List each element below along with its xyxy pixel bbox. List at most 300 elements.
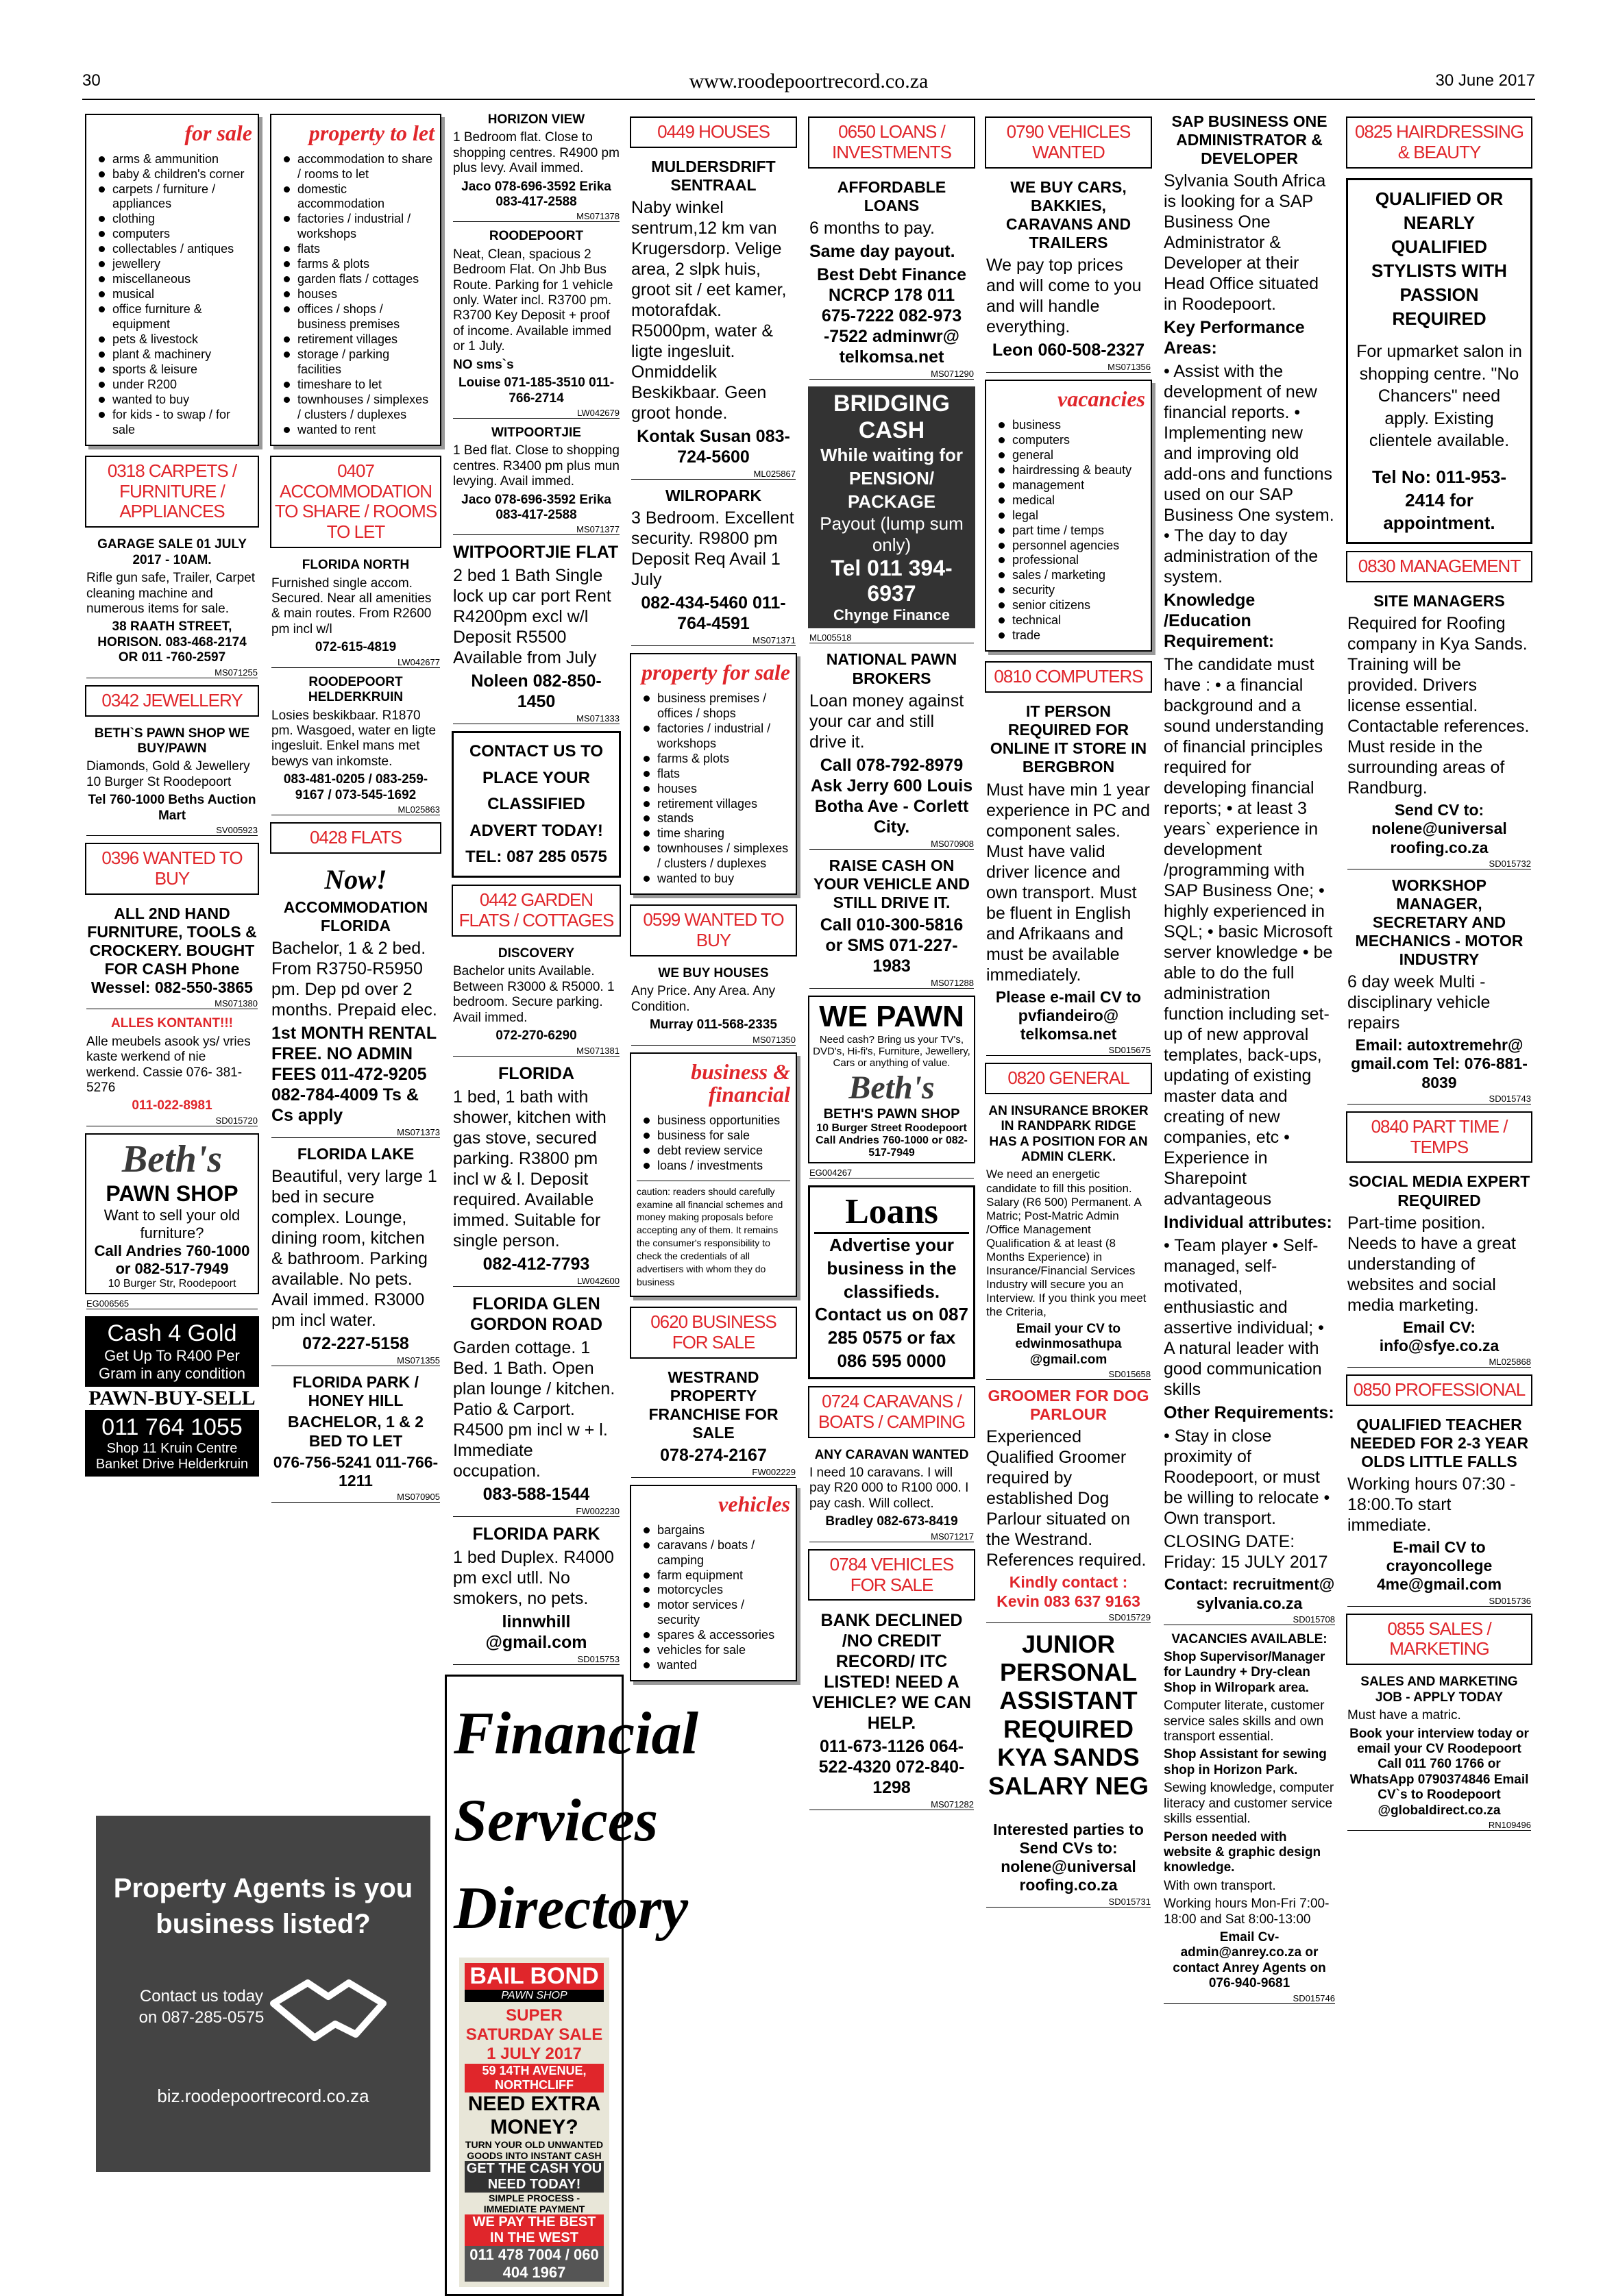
list-item: farms & plots	[644, 752, 790, 767]
category-0790: 0790 VEHICLES WANTED	[985, 116, 1152, 169]
column-4	[627, 110, 800, 2254]
list-item: caravans / boats / camping	[644, 1538, 790, 1568]
caution-note: caution: readers should carefully examine all financial schemes and money making proposals before accepting any of them. It remains the consumer's responsibility to check the credentials of all advertisers with whom they do business	[637, 1181, 790, 1289]
ad-body: 3 Bedroom. Excellent security. R9800 pm Deposit Req Avail 1 July	[631, 508, 794, 590]
vehicles-title: vehicles	[718, 1492, 790, 1517]
list-item: wanted to rent	[284, 423, 435, 438]
ad-heading: BETH`S PAWN SHOP WE BUY/PAWN	[94, 726, 250, 756]
ad-body: Must have min 1 year experience in PC and component sales. Must have valid driver licence and own transport. Must be fluent in English and Afrikaans and must be available immediately.	[986, 780, 1151, 985]
category-0820: 0820 GENERAL	[985, 1063, 1152, 1094]
ad-body: BACHELOR, 1 & 2 BED TO LET	[287, 1413, 424, 1450]
ad-body: Sewing knowledge, computer literacy and customer service skills essential.	[1164, 1781, 1334, 1827]
ad-contact: Please e-mail CV to pvfiandeiro@ telkomsa.net	[995, 987, 1142, 1043]
list-item: baby & children's corner	[99, 167, 252, 182]
ad-body: Rifle gun safe, Trailer, Carpet cleaning machine and numerous items for sale.	[86, 571, 256, 616]
ad-ref: ML025863	[271, 804, 440, 815]
ad-ref: MS071380	[86, 998, 258, 1009]
ad-contact: Bradley 082-673-8419	[825, 1514, 958, 1529]
sale-text: TURN YOUR OLD UNWANTED GOODS INTO INSTANT CASH	[465, 2139, 604, 2162]
ad-body: Neat, Clean, spacious 2 Bedroom Flat. On Jhb Bus Route. Parking for 1 vehicle only. Water incl. R3700 pm. R3700 Key Deposit + proof of income. Available immed or 1 July.	[453, 247, 613, 354]
list-item: collectables / antiques	[99, 242, 252, 257]
ad-body: Need cash? Bring us your TV's, DVD's, Hi-fi's, Furniture, Jewellery, Cars or anything of value.	[813, 1034, 970, 1070]
ad-heading: SOCIAL MEDIA EXPERT REQUIRED	[1348, 1172, 1530, 1209]
ad-heading: ANY CARAVAN WANTED	[814, 1447, 969, 1462]
ad-heading: FLORIDA NORTH	[302, 558, 410, 573]
list-item: carpets / furniture / appliances	[99, 182, 252, 212]
sale-money: NEED EXTRA MONEY?	[467, 2093, 601, 2139]
beths-logo: Beth's	[848, 1070, 935, 1107]
ad-body: Experienced Qualified Groomer required by established Dog Parlour situated on the Westrand. References required.	[986, 1427, 1147, 1570]
ad-ref: ML025867	[631, 469, 796, 480]
ad-body: We pay top prices and will come to you and will handle everything.	[986, 256, 1142, 337]
list-item: spares & accessories	[644, 1628, 790, 1643]
ad-heading: Cash 4 Gold	[107, 1320, 237, 1346]
for-sale-list	[92, 152, 252, 438]
sale-text: SIMPLE PROCESS - IMMEDIATE PAYMENT	[483, 2193, 585, 2215]
ad-contact: 083-588-1544	[482, 1484, 590, 1504]
ad-ref: MS071217	[809, 1531, 974, 1542]
list-item: clothing	[99, 212, 252, 227]
ad-contact: Book your interview today or email your CV Roodepoort Call 011 760 1766 or WhatsApp 0790374846 Email CV`s to Roodepoort @globaldirect.co.za	[1349, 1726, 1529, 1818]
ad-contact: 011 764 1055	[101, 1414, 243, 1440]
ad-heading: BRIDGING CASH	[833, 391, 950, 444]
ad-ref: SD015746	[1164, 1993, 1335, 2004]
promo-heading: Property Agents is you business listed?	[113, 1873, 413, 1939]
for-sale-title: for sale	[184, 121, 252, 145]
ad-body: Any Price. Any Area. Any Condition.	[631, 984, 776, 1014]
ad-body: Loan money against your car and still drive it.	[809, 691, 964, 752]
list-item: offices / shops / business premises	[284, 302, 435, 332]
ad-ref: LW042679	[453, 408, 620, 419]
ad-body: Required for Roofing company in Kya Sands. Training will be provided. Drivers license essential. Contactable references. Must reside in the surrounding areas of Randburg.	[1347, 614, 1530, 798]
property-for-sale-title: property for sale	[641, 660, 790, 685]
ad-ref: ML025868	[1347, 1357, 1531, 1368]
list-item: wanted	[644, 1658, 790, 1673]
ad-subheading: Other Requirements:	[1164, 1403, 1334, 1423]
ad-contact: Jaco 078-696-3592 Erika 083-417-2588	[461, 179, 611, 210]
ad-body: Diamonds, Gold & Jewellery 10 Burger St Roodepoort	[86, 759, 250, 789]
list-item: storage / parking facilities	[284, 347, 435, 378]
ad-heading: ROODEPOORT	[489, 229, 584, 244]
ad-company: Chynge Finance	[833, 606, 950, 624]
ad-body: 1 bed, 1 bath with shower, kitchen with gas stove, secured parking. R3800 pm incl w & l. Deposit required. Available immed. Suitable for single person.	[453, 1087, 607, 1250]
ad-address: 10 Burger Str, Roodepoort	[108, 1277, 236, 1289]
ad-ref: SD015753	[453, 1654, 620, 1665]
list-item: for kids - to swap / for sale	[99, 408, 252, 438]
ad-body: While waiting for PENSION/ PACKAGE	[820, 445, 963, 512]
ad-contact: 082-434-5460 011-764-4591	[641, 593, 786, 634]
ad-heading: NATIONAL PAWN BROKERS	[826, 650, 957, 687]
list-item: factories / industrial / workshops	[644, 721, 790, 752]
ad-body: The candidate must have : • a financial background and a sound understanding of financial principles required for developing financial reports; • at least 3 years` experience in development /programming with SAP Business One; • highly experienced in SQL; • basic Microsoft server knowledge • be able to do the full administration function including set-up of new approval templates, back-ups, updating of existing master data and creating of new companies, etc • Experience in Sharepoint advantageous	[1164, 655, 1333, 1209]
ad-body: 1 Bed flat. Close to shopping centres. R3400 pm plus mun levying. Avail immed.	[453, 443, 620, 489]
ad-body: Sylvania South Africa is looking for a SAP Business One Administrator & Developer at their Head Office situated in Roodepoort.	[1164, 171, 1326, 314]
ad-contact: Kontak Susan 083-724-5600	[637, 427, 790, 467]
category-0784: 0784 VEHICLES FOR SALE	[808, 1549, 975, 1601]
ad-subheading: Knowledge /Education Requirement:	[1164, 591, 1275, 652]
vacancies-title: vacancies	[1057, 386, 1145, 412]
ad-heading: WITPOORTJIE	[491, 425, 581, 440]
ad-body: • Stay in close proximity of Roodepoort, or must be willing to relocate • Own transport.	[1164, 1427, 1330, 1529]
list-item: farms & plots	[284, 257, 435, 272]
ad-ref: SD015720	[86, 1115, 258, 1126]
ad-heading: ACCOMMODATION FLORIDA	[283, 898, 428, 935]
list-item: pets & livestock	[99, 332, 252, 347]
ad-contact: Tel 011 394-6937	[831, 556, 953, 606]
ad-ref: SD015731	[986, 1897, 1151, 1908]
column-6	[982, 110, 1155, 2254]
list-item: office furniture & equipment	[99, 302, 252, 332]
column-8	[1343, 110, 1535, 2254]
ad-address: Shop 11 Kruin Centre Banket Drive Helderkruin	[95, 1440, 249, 1472]
category-0396: 0396 WANTED TO BUY	[85, 843, 259, 895]
ad-heading: BANK DECLINED /NO CREDIT RECORD/ ITC LISTED! NEED A VEHICLE? WE CAN HELP.	[812, 1611, 971, 1733]
ad-heading: SAP BUSINESS ONE ADMINISTRATOR & DEVELOPER	[1171, 112, 1327, 168]
ad-body: I need 10 caravans. I will pay R20 000 to R100 000. I pay cash. Will collect.	[809, 1466, 969, 1511]
ad-body: Payout (lump sum only)	[820, 513, 964, 556]
category-0830: 0830 MANAGEMENT	[1346, 551, 1532, 582]
ad-subheading: Individual attributes:	[1164, 1213, 1332, 1233]
list-item: personnel agencies	[999, 539, 1145, 554]
ad-heading: FLORIDA PARK / HONEY HILL	[293, 1373, 419, 1410]
ad-ref: EG006565	[86, 1298, 258, 1309]
ad-contact: 011-022-8981	[132, 1098, 212, 1113]
list-item: wanted to buy	[644, 872, 790, 887]
ad-heading: QUALIFIED TEACHER NEEDED FOR 2-3 YEAR OLDS LITTLE FALLS	[1349, 1415, 1529, 1471]
vacancies-index	[985, 380, 1152, 652]
column-7	[1160, 110, 1339, 2254]
ad-ref: SD015736	[1347, 1596, 1531, 1607]
list-item: business opportunities	[644, 1113, 790, 1128]
contact-us-ad: CONTACT US TO PLACE YOUR CLASSIFIED ADVERT TODAY! TEL: 087 285 0575	[452, 731, 621, 878]
list-item: flats	[644, 767, 790, 782]
category-0850: 0850 PROFESSIONAL	[1346, 1374, 1532, 1406]
ad-contact: Call Andries 760-1000 or 082-517-7949	[94, 1242, 250, 1277]
site-url[interactable]: www.roodepoortrecord.co.za	[689, 70, 929, 92]
ad-company: BETH'S PAWN SHOP	[823, 1107, 960, 1122]
ad-heading: ALL 2ND HAND FURNITURE, TOOLS & CROCKERY. BOUGHT FOR CASH Phone Wessel: 082-550-3865	[87, 904, 257, 997]
list-item: bargains	[644, 1523, 790, 1538]
ad-body: Garden cottage. 1 Bed. 1 Bath. Open plan lounge / kitchen. Patio & Carport. R4500 pm incl w + l. Immediate occupation.	[453, 1337, 615, 1481]
page-header	[82, 69, 1535, 100]
ad-ref: MS071356	[986, 362, 1151, 373]
category-0599: 0599 WANTED TO BUY	[630, 904, 797, 956]
ad-contact: Leon 060-508-2327	[992, 341, 1145, 360]
ad-ref: EG004267	[809, 1168, 974, 1178]
ad-address: 10 Burger Street Roodepoort	[816, 1122, 967, 1135]
ad-contact: linnwhill @gmail.com	[485, 1612, 587, 1652]
ad-heading: ALLES KONTANT!!!	[110, 1016, 233, 1031]
ad-heading: WITPOORTJIE FLAT	[453, 543, 619, 563]
ad-ref: MS071333	[453, 713, 620, 724]
list-item: hairdressing & beauty	[999, 463, 1145, 478]
ad-body: • Team player • Self-managed, self-motivated, enthusiastic and assertive individual; • A natural leader with good communication skills	[1164, 1236, 1324, 1400]
ad-heading: AFFORDABLE LOANS	[837, 177, 946, 214]
sale-text: GET THE CASH YOU NEED TODAY!	[465, 2161, 604, 2193]
ad-contact: Call Andries 760-1000 or 082-517-7949	[816, 1135, 968, 1159]
ad-heading: MULDERSDRIFT SENTRAAL	[651, 157, 776, 195]
ad-body: Bachelor units Available. Between R3000 & R5000. 1 bedroom. Secure parking. Avail immed.	[453, 964, 615, 1025]
bridging-cash-ad	[808, 386, 975, 628]
list-item: general	[999, 448, 1145, 463]
ad-body: Beautiful, very large 1 bed in secure complex. Lounge, dining room, kitchen & bathroom. Parking available. No pets. Avail immed. R3000 pm incl water.	[271, 1167, 437, 1331]
list-item: part time / temps	[999, 523, 1145, 539]
ad-subheading: Person needed with website & graphic design knowledge.	[1164, 1829, 1321, 1875]
category-0342: 0342 JEWELLERY	[85, 685, 259, 717]
ad-body: Alle meubels asook ys/ vries kaste werkend of nie werkend. Cassie 076- 381-5276	[86, 1034, 251, 1095]
list-item: management	[999, 478, 1145, 493]
ad-heading: ROODEPOORT HELDERKRUIN	[308, 674, 404, 705]
ad-ref: SD015743	[1347, 1094, 1531, 1104]
ad-logo: PAWN-BUY-SELL	[85, 1387, 259, 1410]
vehicles-index	[630, 1485, 797, 1681]
ad-body: 6 months to pay.	[809, 219, 935, 238]
ad-heading: QUALIFIED OR NEARLY QUALIFIED STYLISTS WITH PASSION REQUIRED	[1371, 188, 1507, 330]
list-item: arms & ammunition	[99, 152, 252, 167]
list-item: flats	[284, 242, 435, 257]
ad-body: Working hours Mon-Fri 7:00-18:00 and Sat 8:00-13:00	[1164, 1897, 1330, 1927]
ad-contact: 076-756-5241 011-766-1211	[273, 1453, 439, 1490]
list-item: motor services / security	[644, 1598, 790, 1628]
ad-contact: 082-412-7793	[482, 1254, 590, 1274]
ad-body: With own transport.	[1164, 1878, 1276, 1893]
ad-contact: Kindly contact : Kevin 083 637 9163	[996, 1573, 1140, 1610]
list-item: legal	[999, 508, 1145, 523]
ad-contact: E-mail CV to crayoncollege 4me@gmail.com	[1376, 1538, 1502, 1594]
ad-heading: HORIZON VIEW	[487, 112, 585, 127]
list-item: senior citizens	[999, 598, 1145, 613]
promo-contact: Contact us today on 087-285-0575	[138, 1986, 265, 2027]
ad-ref: RN109496	[1347, 1820, 1531, 1831]
now-logo: Now!	[324, 863, 387, 895]
ad-heading: SITE MANAGERS	[1373, 592, 1505, 610]
bail-bond-ad	[459, 1958, 609, 2287]
ad-ref: FW002229	[631, 1467, 796, 1478]
list-item: business premises / offices / shops	[644, 691, 790, 721]
category-0428: 0428 FLATS	[270, 822, 441, 854]
beths-logo: Beth's	[121, 1137, 223, 1181]
ad-heading: FLORIDA GLEN GORDON ROAD	[469, 1294, 603, 1334]
ad-subheading: Shop Assistant for sewing shop in Horizon Park.	[1164, 1747, 1327, 1777]
ad-contact: 072-227-5158	[302, 1334, 409, 1354]
ad-ref: MS071288	[809, 978, 974, 989]
ad-ref: MS071290	[809, 369, 974, 380]
list-item: retirement villages	[644, 797, 790, 812]
list-item: timeshare to let	[284, 378, 435, 393]
bail-bond-logo: BAIL BOND	[465, 1963, 604, 1990]
we-pawn-ad	[808, 996, 975, 1163]
sale-phone: 011 478 7004 / 060 404 1967	[465, 2246, 604, 2282]
ad-closing-date: CLOSING DATE: Friday: 15 JULY 2017	[1164, 1532, 1328, 1572]
property-for-sale-list	[637, 691, 790, 887]
page-number: 30	[82, 71, 101, 90]
list-item: business for sale	[644, 1128, 790, 1144]
ad-contact: Murray 011-568-2335	[650, 1017, 777, 1033]
pawn-shop-ad	[85, 1133, 259, 1294]
business-financial-list	[637, 1113, 790, 1174]
list-item: plant & machinery	[99, 347, 252, 362]
list-item: farm equipment	[644, 1568, 790, 1583]
ad-ref: MS070908	[809, 839, 974, 850]
list-item: domestic accommodation	[284, 182, 435, 212]
ad-heading: WE BUY HOUSES	[658, 966, 769, 981]
category-0407: 0407 ACCOMMODATION TO SHARE / ROOMS TO LET	[270, 456, 441, 549]
ad-body: We need an energetic candidate to fill this position. Salary (R6 500) Permanent. A Matric; Post-Matric Admin /Office Management Qualification & at least (8 Months Experience) in Insurance/Financial Services Industry will secure you an Interview. If you think you meet the Criteria,	[986, 1168, 1147, 1318]
ad-body: Naby winkel sentrum,12 km van Krugersdorp. Velige area, 2 slpk huis, groot sit / eet kamer, motorafdak. R5000pm, water & ligte ingesluit. Onmiddelik Beskikbaar. Geen groot honde.	[631, 198, 787, 423]
list-item: security	[999, 583, 1145, 598]
list-item: under R200	[99, 378, 252, 393]
business-financial-index	[630, 1052, 797, 1297]
ad-heading: GROOMER FOR DOG PARLOUR	[988, 1387, 1149, 1424]
ad-contact: Email CV: info@sfye.co.za	[1379, 1318, 1500, 1355]
ad-heading: WORKSHOP MANAGER, SECRETARY AND MECHANICS - MOTOR INDUSTRY	[1355, 876, 1524, 969]
category-0855: 0855 SALES / MARKETING	[1346, 1614, 1532, 1666]
ad-heading: JUNIOR PERSONAL ASSISTANT REQUIRED KYA SANDS SALARY NEG	[988, 1629, 1149, 1800]
ad-ref: MS071350	[631, 1035, 796, 1046]
list-item: time sharing	[644, 826, 790, 841]
ad-contact: 083-481-0205 / 083-259-9167 / 073-545-1692	[283, 772, 428, 802]
ad-contact: Call 010-300-5816 or SMS 071-227-1983	[820, 915, 964, 976]
ad-subheading: Key Performance Areas:	[1164, 318, 1305, 358]
ad-contact: 072-270-6290	[495, 1028, 577, 1044]
category-0810: 0810 COMPUTERS	[985, 661, 1152, 693]
list-item: computers	[99, 227, 252, 242]
list-item: retirement villages	[284, 332, 435, 347]
vehicles-list	[637, 1523, 790, 1674]
ad-ref: MS070905	[271, 1492, 440, 1503]
ad-note: NO sms`s	[453, 357, 514, 372]
ad-heading: FLORIDA LAKE	[297, 1145, 415, 1163]
ad-heading: PAWN SHOP	[106, 1181, 238, 1206]
ad-body: • Assist with the development of new financial reports. • Implementing new and improving old add-ons and functions used on our SAP Business One system. • The day to day administration of the system.	[1164, 362, 1334, 587]
ad-ref: SD015675	[986, 1045, 1151, 1056]
ad-contact: Interested parties to Send CVs to: nolene@universal roofing.co.za	[993, 1820, 1144, 1894]
ad-body: Losies beskikbaar. R1870 pm. Wasgoed, water en ligte ingesluit. Enkel mans met bewys van inkomste.	[271, 708, 437, 769]
ad-contact: 1st MONTH RENTAL FREE. NO ADMIN FEES 011-472-9205 082-784-4009 Ts & Cs apply	[271, 1024, 437, 1126]
property-for-sale-index	[630, 653, 797, 895]
ad-heading: FLORIDA	[498, 1063, 575, 1083]
ad-heading: GARAGE SALE 01 JULY 2017 - 10AM.	[97, 537, 247, 567]
ad-ref: MS071373	[271, 1127, 440, 1138]
ad-heading: DISCOVERY	[498, 946, 575, 961]
list-item: sales / marketing	[999, 568, 1145, 583]
list-item: stands	[644, 811, 790, 826]
ad-contact: 38 RAATH STREET, HORISON. 083-468-2174 OR 011 -760-2597	[97, 619, 247, 665]
list-item: miscellaneous	[99, 272, 252, 287]
list-item: townhouses / simplexes / clusters / duplexes	[284, 393, 435, 423]
sale-address: 59 14TH AVENUE, NORTHCLIFF	[465, 2064, 604, 2093]
ad-body: 1 bed Duplex. R4000 pm excl utll. No smokers, no pets.	[453, 1547, 614, 1608]
list-item: factories / industrial / workshops	[284, 212, 435, 242]
ad-ref: SV005923	[86, 825, 258, 836]
ad-body: 2 bed 1 Bath Single lock up car port Rent R4200pm excl w/l Deposit R5500 Available from July	[453, 566, 611, 668]
ad-contact: Louise 071-185-3510 011-766-2714	[458, 375, 615, 406]
category-0840: 0840 PART TIME / TEMPS	[1346, 1111, 1532, 1163]
category-0620: 0620 BUSINESS FOR SALE	[630, 1307, 797, 1359]
property-to-let-list	[277, 152, 435, 438]
ad-contact: Best Debt Finance NCRCP 178 011 675-7222 082-973 -7522 adminwr@ telkomsa.net	[816, 265, 967, 367]
list-item: technical	[999, 613, 1145, 628]
list-item: houses	[284, 287, 435, 302]
ad-heading: WESTRAND PROPERTY FRANCHISE FOR SALE	[648, 1368, 779, 1442]
ad-contact: Jaco 078-696-3592 Erika 083-417-2588	[461, 492, 611, 522]
ad-ref: SD015708	[1164, 1614, 1335, 1625]
ad-ref: FW002230	[453, 1506, 620, 1517]
ad-contact: 072-615-4819	[315, 640, 397, 655]
column-2	[267, 110, 444, 2254]
ad-heading: IT PERSON REQUIRED FOR ONLINE IT STORE IN BERGBRON	[990, 702, 1147, 776]
ad-contact: Email Cv- admin@anrey.co.za or contact Anrey Agents on 076-940-9681	[1173, 1929, 1326, 1991]
ad-subheading: Shop Supervisor/Manager for Laundry + Dry-clean Shop in Wilropark area.	[1164, 1650, 1325, 1695]
ad-heading: WE BUY CARS, BAKKIES, CARAVANS AND TRAILERS	[1005, 177, 1131, 252]
ad-body: Working hours 07:30 - 18:00.To start immediate.	[1347, 1474, 1516, 1535]
bail-bond-sub: PAWN SHOP	[465, 1990, 604, 2002]
sale-heading: SUPER SATURDAY SALE 1 JULY 2017	[465, 2006, 603, 2064]
list-item: trade	[999, 628, 1145, 643]
promo-url[interactable]: biz.roodepoortrecord.co.za	[157, 2086, 369, 2106]
list-item: computers	[999, 433, 1145, 448]
category-0825: 0825 HAIRDRESSING & BEAUTY	[1346, 116, 1532, 169]
financial-services-directory	[445, 1675, 698, 2296]
property-to-let-title: property to let	[308, 121, 435, 145]
ad-contact: Tel No: 011-953-2414 for appointment.	[1371, 466, 1507, 534]
ad-heading: WILROPARK	[665, 486, 762, 505]
ad-ref: LW042600	[453, 1276, 620, 1287]
ad-contact: Noleen 082-850-1450	[471, 671, 602, 712]
ad-contact: Call 078-792-8979 Ask Jerry 600 Louis Botha Ave - Corlett City.	[810, 755, 973, 837]
list-item: houses	[644, 782, 790, 797]
ad-contact: Contact: recruitment@ sylvania.co.za	[1164, 1575, 1335, 1612]
category-0318: 0318 CARPETS / FURNITURE / APPLIANCES	[85, 456, 259, 528]
category-0650: 0650 LOANS / INVESTMENTS	[808, 116, 975, 169]
category-0449: 0449 HOUSES	[630, 116, 797, 148]
list-item: accommodation to share / rooms to let	[284, 152, 435, 182]
list-item: wanted to buy	[99, 393, 252, 408]
list-item: debt review service	[644, 1144, 790, 1159]
business-financial-title: business & financial	[691, 1059, 790, 1107]
ad-ref: LW042677	[271, 657, 440, 668]
ad-ref: MS071371	[631, 635, 796, 646]
ad-contact: Email your CV to edwinmosathupa @gmail.com	[1015, 1321, 1122, 1367]
ad-body: Bachelor, 1 & 2 bed. From R3750-R5950 pm. Dep pd over 2 months. Prepaid elec.	[271, 939, 437, 1020]
ad-body: Want to sell your old furniture?	[103, 1206, 241, 1242]
ad-ref: SD015732	[1347, 859, 1531, 869]
ad-heading: FLORIDA PARK	[472, 1524, 600, 1544]
issue-date: 30 June 2017	[1435, 71, 1535, 90]
ad-ref: MS071378	[453, 211, 620, 222]
loans-ad	[808, 1185, 975, 1379]
ad-contact: Tel 760-1000 Beths Auction Mart	[88, 793, 256, 823]
ad-ref: MS071381	[453, 1046, 620, 1057]
ad-heading: AN INSURANCE BROKER IN RANDPARK RIDGE HAS A POSITION FOR AN ADMIN CLERK.	[988, 1103, 1149, 1165]
list-item: jewellery	[99, 257, 252, 272]
ad-ref: SD015729	[986, 1612, 1151, 1623]
ad-body: Must have a matric.	[1347, 1708, 1461, 1723]
ad-body: 1 Bedroom flat. Close to shopping centres. R4900 pm plus levy. Avail immed.	[453, 130, 620, 176]
ad-contact: 011-673-1126 064-522-4320 072-840-1298	[818, 1737, 965, 1798]
ad-heading: RAISE CASH ON YOUR VEHICLE AND STILL DRIVE IT.	[813, 856, 970, 911]
list-item: medical	[999, 493, 1145, 508]
ad-ref: MS071255	[86, 667, 258, 678]
ad-body: Furnished single accom. Secured. Near all amenities & main routes. From R2600 pm incl w/l	[271, 576, 432, 637]
column-5	[805, 110, 978, 2254]
list-item: garden flats / cottages	[284, 272, 435, 287]
ad-body: Computer literate, customer service sales skills and own transport essential.	[1164, 1699, 1325, 1744]
list-item: townhouses / simplexes / clusters / duplexes	[644, 841, 790, 872]
sale-text: WE PAY THE BEST IN THE WEST	[465, 2214, 604, 2246]
ad-heading: SALES AND MARKETING JOB - APPLY TODAY	[1360, 1675, 1518, 1705]
hairdressing-ad	[1346, 178, 1532, 544]
